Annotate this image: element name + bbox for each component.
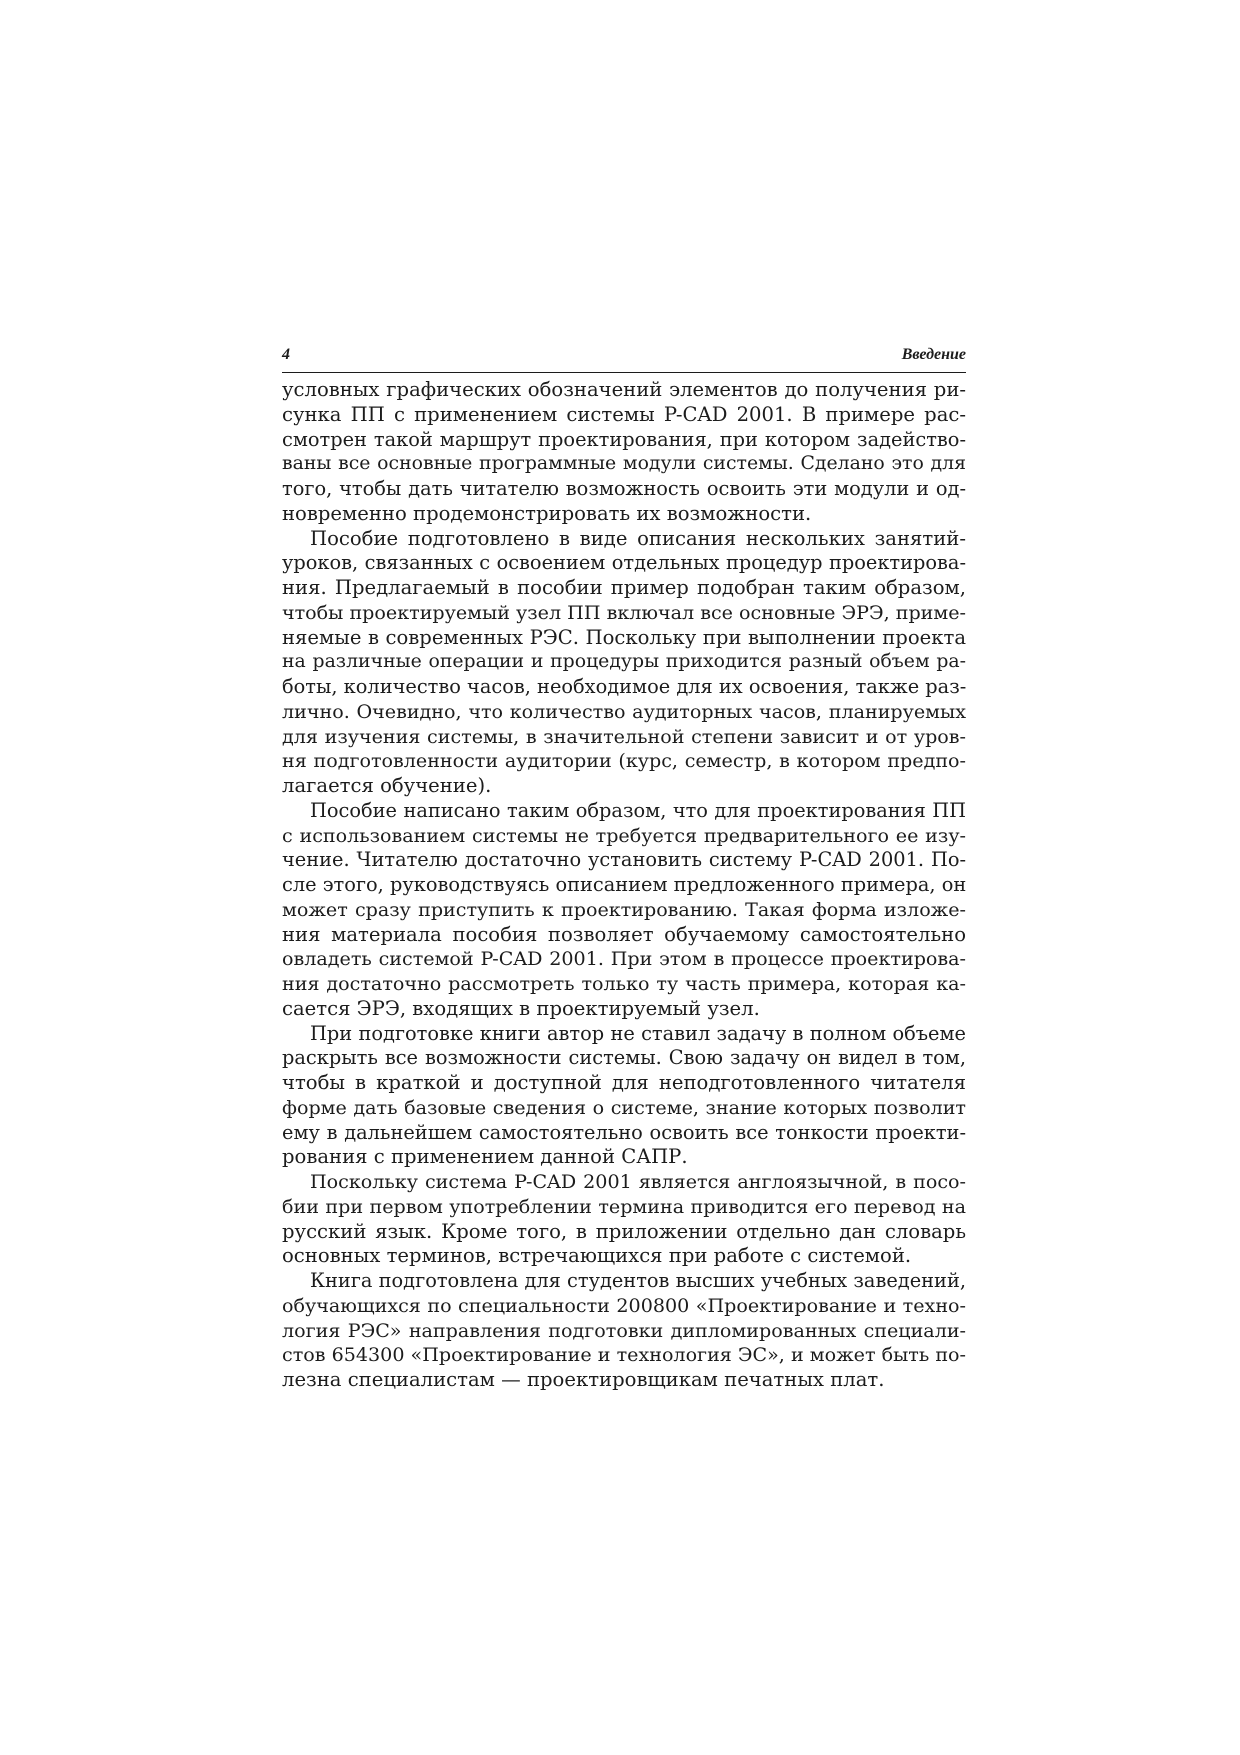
text-line: ня подготовленности аудитории (курс, семестр, в котором предпо- [282, 749, 966, 773]
section-title: Введение [901, 346, 966, 363]
text-line: русский язык. Кроме того, в приложении отдельно дан словарь [282, 1219, 966, 1243]
paragraph [282, 799, 966, 1022]
text-line: форме дать базовые сведения о системе, знание которых позволит [282, 1095, 966, 1119]
text-line: может сразу приступить к проектированию. Такая форма изложе- [282, 897, 966, 921]
text-line: ваны все основные программные модули системы. Сделано это для [282, 453, 966, 475]
text-line: бии при первом употреблении термина приводится его перевод на [282, 1194, 966, 1218]
text-line: с использованием системы не требуется предварительного ее изу- [282, 823, 966, 847]
text-line: Книга подготовлена для студентов высших учебных заведений, [310, 1269, 966, 1292]
body-text [282, 378, 966, 1393]
text-line: на различные операции и процедуры приходится разный объем ра- [282, 651, 966, 673]
text-line: боты, количество часов, необходимое для их освоения, также раз- [282, 675, 967, 698]
text-line: для изучения системы, в значительной степени зависит и от уров- [282, 724, 966, 748]
paragraph [282, 527, 966, 799]
text-line: уроков, связанных с освоением отдельных процедур проектирова- [282, 551, 966, 575]
text-line: сунка ПП с применением системы P-CAD 2001. В примере рас- [282, 402, 966, 426]
text-line: При подготовке книги автор не ставил задачу в полном объеме [310, 1021, 966, 1045]
text-line: няемые в современных РЭС. Поскольку при выполнении проекта [282, 625, 966, 649]
running-header [282, 344, 966, 373]
text-line: рования с применением данной САПР. [282, 1145, 688, 1169]
text-line: логия РЭС» направления подготовки дипломированных специали- [282, 1318, 966, 1342]
text-line: стов 654300 «Проектирование и технология ЭС», и может быть по- [282, 1343, 966, 1367]
text-line: сается ЭРЭ, входящих в проектируемый узел. [282, 996, 760, 1020]
text-line: чтобы проектируемый узел ПП включал все основные ЭРЭ, приме- [282, 600, 966, 624]
text-line: условных графических обозначений элементов до получения ри- [282, 378, 966, 401]
text-line: чение. Читателю достаточно установить систему P-CAD 2001. По- [282, 848, 966, 872]
text-line: того, чтобы дать читателю возможность освоить эти модули и од- [282, 477, 966, 500]
text-line: ния. Предлагаемый в пособии пример подобран таким образом, [282, 576, 966, 599]
text-line: лично. Очевидно, что количество аудиторных часов, планируемых [282, 699, 966, 723]
text-line: сле этого, руководствуясь описанием предложенного примера, он [282, 873, 967, 896]
text-line: лезна специалистам — проектировщикам печатных плат. [282, 1368, 885, 1391]
text-line: ния материала пособия позволяет обучаемому самостоятельно [282, 922, 966, 946]
text-line: Пособие подготовлено в виде описания нескольких занятий- [310, 526, 966, 550]
paragraph [282, 378, 966, 527]
text-line: раскрыть все возможности системы. Свою задачу он видел в том, [282, 1046, 966, 1070]
text-line: чтобы в краткой и доступной для неподготовленного читателя [282, 1071, 966, 1094]
paragraph [282, 1170, 966, 1269]
text-line: смотрен такой маршрут проектирования, при котором задейство- [282, 427, 966, 451]
book-page [282, 344, 966, 1393]
paragraph [282, 1022, 966, 1171]
text-line: овладеть системой P-CAD 2001. При этом в процессе проектирова- [282, 947, 966, 971]
text-line: Поскольку система P-CAD 2001 является англоязычной, в посо- [310, 1170, 966, 1193]
text-line: обучающихся по специальности 200800 «Проектирование и техно- [282, 1293, 966, 1317]
text-line: ния достаточно рассмотреть только ту часть примера, которая ка- [282, 972, 966, 995]
text-line: ему в дальнейшем самостоятельно освоить все тонкости проекти- [282, 1120, 966, 1144]
text-line: Пособие написано таким образом, что для проектирования ПП [310, 798, 966, 822]
text-line: лагается обучение). [282, 774, 492, 797]
paragraph [282, 1269, 966, 1393]
page-number: 4 [282, 346, 290, 363]
text-line: новременно продемонстрировать их возможности. [282, 501, 812, 525]
text-line: основных терминов, встречающихся при работе с системой. [282, 1244, 912, 1268]
